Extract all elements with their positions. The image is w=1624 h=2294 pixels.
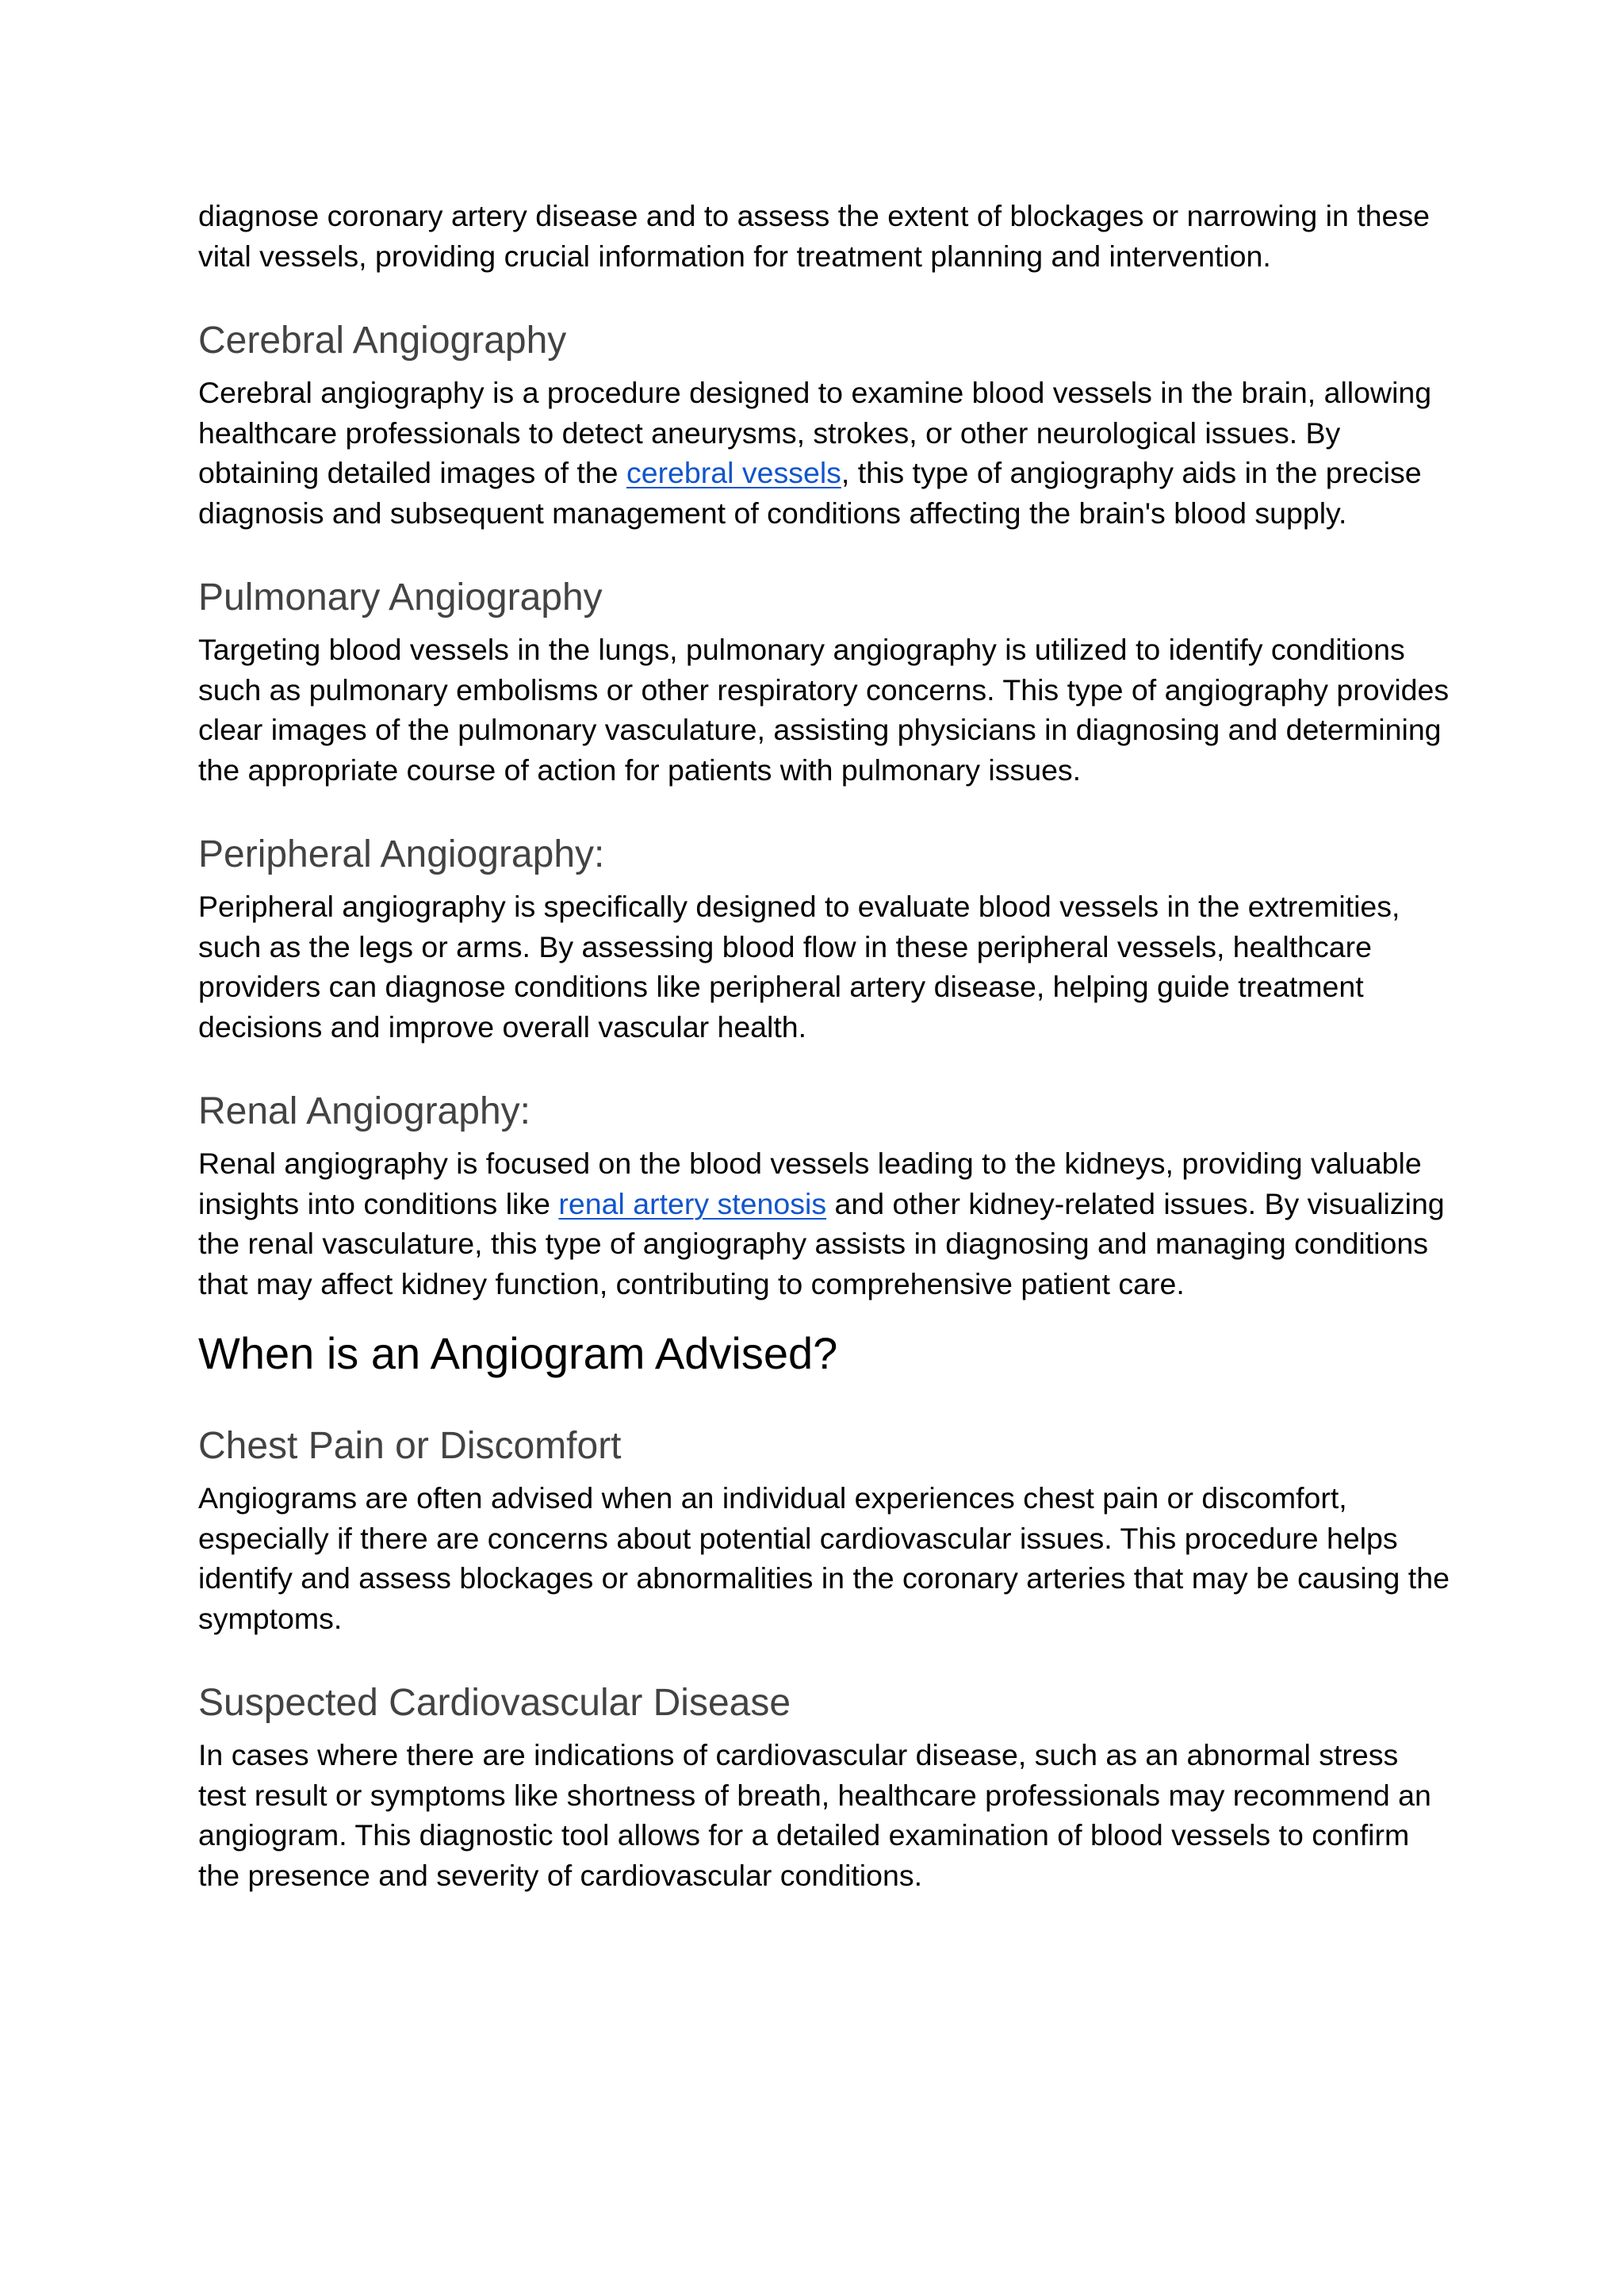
pulmonary-paragraph: Targeting blood vessels in the lungs, pulmonary angiography is utilized to identify conditions such as pulmonary embolisms or other respiratory concerns. This type of angiography provides clear images of the pulmonary vasculature, assisting physicians in diagnosing and determining the appropriate course of action for patients with pulmonary issues.: [198, 633, 1450, 787]
renal-text-after: and other kidney-related issues. By visualizing the renal vasculature, this type of angiography assists in diagnosing and managing conditions that may affect kidney function, contributing to comprehensive patient care.: [198, 1186, 1445, 1300]
pulmonary-heading: Pulmonary Angiography: [198, 576, 603, 618]
advised-heading: When is an Angiogram Advised?: [198, 1328, 838, 1378]
chest-pain-paragraph: Angiograms are often advised when an individual experiences chest pain or discomfort, especially if there are concerns about potential cardiovascular issues. This procedure helps identify and assess blockages or abnormalities in the coronary arteries that may be causing the symptoms.: [198, 1481, 1450, 1635]
intro-paragraph: diagnose coronary artery disease and to assess the extent of blockages or narrowing in these vital vessels, providing crucial information for treatment planning and intervention.: [198, 199, 1430, 273]
cerebral-text-before: Cerebral angiography is a procedure designed to examine blood vessels in the brain, allowing healthcare professionals to detect aneurysms, strokes, or other neurological issues. By obtaining detailed images of the: [198, 376, 1432, 489]
peripheral-heading: Peripheral Angiography:: [198, 833, 605, 875]
renal-artery-stenosis-link[interactable]: renal artery stenosis: [558, 1186, 827, 1220]
cerebral-vessels-link[interactable]: cerebral vessels: [626, 456, 841, 489]
renal-heading: Renal Angiography:: [198, 1090, 530, 1132]
suspected-heading: Suspected Cardiovascular Disease: [198, 1682, 791, 1724]
suspected-paragraph: In cases where there are indications of cardiovascular disease, such as an abnormal stress test result or symptoms like shortness of breath, healthcare professionals may recommend an angiogram. This diagnostic tool allows for a detailed examination of blood vessels to confirm the presence and severity of cardiovascular conditions.: [198, 1738, 1431, 1892]
cerebral-heading: Cerebral Angiography: [198, 320, 567, 362]
peripheral-paragraph: Peripheral angiography is specifically designed to evaluate blood vessels in the extremities, such as the legs or arms. By assessing blood flow in these peripheral vessels, healthcare providers can diagnose conditions like peripheral artery disease, helping guide treatment decisions and improve overall vascular health.: [198, 890, 1400, 1044]
cerebral-text-after: , this type of angiography aids in the precise diagnosis and subsequent management of conditions affecting the brain's blood supply.: [198, 456, 1422, 530]
cerebral-paragraph: [198, 373, 1451, 533]
document-page: [198, 196, 1451, 1895]
renal-paragraph: [198, 1143, 1451, 1304]
chest-pain-heading: Chest Pain or Discomfort: [198, 1425, 622, 1467]
renal-text-before: Renal angiography is focused on the blood vessels leading to the kidneys, providing valuable insights into conditions like: [198, 1147, 1422, 1220]
